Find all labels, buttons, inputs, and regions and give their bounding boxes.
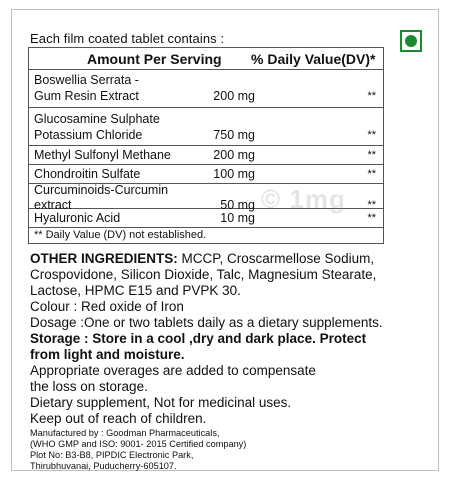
keep-out-text: Keep out of reach of children. (30, 411, 207, 426)
ingredient-name-line2: Gum Resin Extract (34, 89, 139, 103)
ingredient-name-line2: Potassium Chloride (34, 128, 143, 142)
ingredient-name: Boswellia Serrata - (34, 73, 139, 87)
manufacturer-line1: Manufactured by : Goodman Pharmaceuticals, (30, 428, 220, 438)
vegetarian-dot (405, 35, 417, 47)
vegetarian-mark-icon (400, 30, 422, 52)
ingredient-dv: ** (367, 212, 376, 224)
manufacturer-line2: (WHO GMP and ISO: 9001- 2015 Certified company) (30, 439, 247, 449)
header-daily-value: % Daily Value(DV)* (251, 51, 376, 67)
ingredient-dv: ** (367, 168, 376, 180)
manufacturer-line3: Plot No: B3-B8, PIPDIC Electronic Park, (30, 450, 194, 460)
ingredient-name-line2: extract (34, 198, 72, 212)
overages-line1: Appropriate overages are added to compensate (30, 363, 316, 378)
ingredient-amount: 100 mg (213, 167, 255, 181)
table-header (29, 48, 383, 70)
ingredient-name: Hyaluronic Acid (34, 211, 121, 225)
ingredient-name: Methyl Sulfonyl Methane (34, 148, 171, 162)
other-ingredients-label: OTHER INGREDIENTS: (30, 251, 178, 266)
ingredient-amount: 200 mg (213, 89, 255, 103)
ingredient-name: Curcuminoids-Curcumin (34, 183, 169, 197)
table-row (29, 70, 383, 108)
ingredient-amount: 200 mg (213, 148, 255, 162)
ingredient-name: Chondroitin Sulfate (34, 167, 141, 181)
storage-line1: Storage : Store in a cool ,dry and dark place. Protect (30, 331, 367, 346)
ingredient-amount: 50 mg (220, 198, 255, 212)
intro-text: Each film coated tablet contains : (30, 31, 225, 46)
table-row (29, 146, 383, 165)
ingredient-dv: ** (367, 129, 376, 141)
watermark-text: © 1mg (261, 184, 346, 214)
dosage-text: Dosage :One or two tablets daily as a dietary supplements. (30, 315, 383, 330)
ingredient-dv: ** (367, 90, 376, 102)
other-ingredients-line3: Lactose, HPMC E15 and PVPK 30. (30, 283, 241, 298)
ingredient-dv: ** (367, 199, 376, 211)
other-ingredients-line2: Crospovidone, Silicon Dioxide, Talc, Magnesium Stearate, (30, 267, 377, 282)
ingredient-amount: 750 mg (213, 128, 255, 142)
nutrition-table (28, 47, 384, 244)
other-ingredients-text: MCCP, Croscarmellose Sodium, (177, 251, 375, 266)
ingredient-amount: 10 mg (220, 211, 255, 225)
manufacturer-line4: Thirubhuvanai, Puducherry-605107. (30, 461, 177, 471)
dietary-text: Dietary supplement, Not for medicinal uses. (30, 395, 292, 410)
overages-line2: the loss on storage. (30, 379, 148, 394)
header-amount: Amount Per Serving (87, 51, 222, 67)
table-row (29, 108, 383, 146)
ingredient-dv: ** (367, 149, 376, 161)
ingredient-name: Glucosamine Sulphate (34, 112, 160, 126)
other-ingredients-line1 (30, 251, 374, 267)
table-footnote: ** Daily Value (DV) not established. (34, 229, 207, 241)
colour-text: Colour : Red oxide of Iron (30, 299, 184, 314)
storage-line2: from light and moisture. (30, 347, 185, 362)
